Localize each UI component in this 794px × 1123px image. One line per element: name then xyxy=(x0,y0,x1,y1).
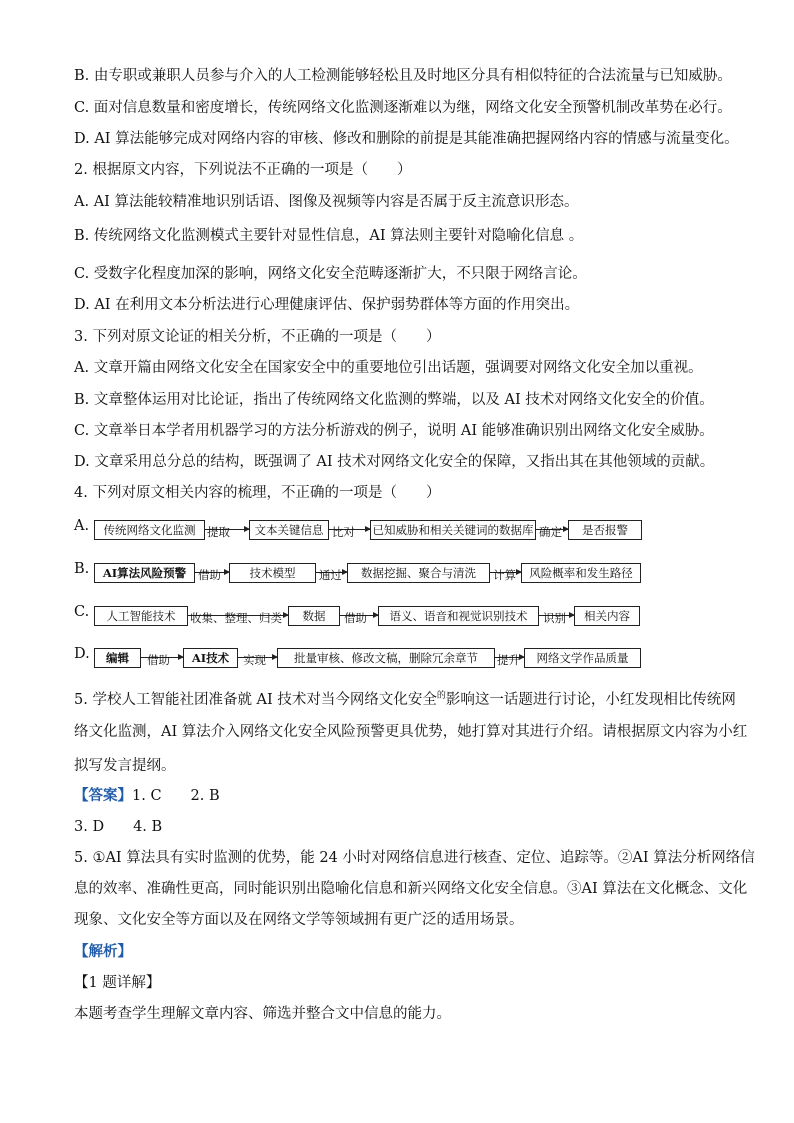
flow-arrow xyxy=(539,611,574,625)
q1-option-c: C. 面对信息数量和密度增长，传统网络文化监测逐渐难以为继，网络文化安全预警机制改革势在必行。 xyxy=(74,100,732,116)
flow-label: D. xyxy=(74,646,90,662)
flow-box: 语义、语音和视觉识别技术 xyxy=(378,606,539,626)
flow-arrow xyxy=(340,611,378,625)
answer-line-1 xyxy=(74,786,220,806)
q3-option-a: A. 文章开篇由网络文化安全在国家安全中的重要地位引出话题，强调要对网络文化安全加以重视。 xyxy=(74,360,703,376)
flow-box: 技术模型 xyxy=(229,563,316,583)
q1-option-d: D. AI 算法能够完成对网络内容的审核、修改和删除的前提是其能准确把握网络内容的情感与流量变化。 xyxy=(74,131,739,147)
answer-5-line-2: 息的效率、准确性更高，同时能识别出隐喻化信息和新兴网络文化安全信息。③AI 算法在文化概念、文化 xyxy=(74,881,748,897)
answer-tag: 【答案】 xyxy=(74,787,132,804)
q2-option-b: B. 传统网络文化监测模式主要针对显性信息，AI 算法则主要针对隐喻化信息 。 xyxy=(74,228,584,244)
flow-arrow-label: 收集、整理、归类 xyxy=(190,611,282,625)
flow-box: 已知威胁和相关关键词的数据库 xyxy=(370,520,536,540)
q4-flow-d xyxy=(74,644,654,672)
flow-arrow xyxy=(536,525,568,539)
flow-box: 文本关键信息 xyxy=(249,520,329,540)
flow-arrow xyxy=(495,653,524,667)
flow-box: 风险概率和发生路径 xyxy=(521,563,641,583)
flow-box: 数据挖掘、聚合与清洗 xyxy=(347,563,490,583)
detail-1-heading: 【1 题详解】 xyxy=(74,975,161,991)
flow-arrow-label: 比对 xyxy=(332,525,355,539)
q5-text: 5. 学校人工智能社团准备就 AI 技术对当今网络文化安全 xyxy=(74,692,437,708)
analysis-tag: 【解析】 xyxy=(74,943,132,960)
q2-stem: 2. 根据原文内容，下列说法不正确的一项是（ ） xyxy=(74,162,412,178)
q4-flow-c xyxy=(74,602,654,630)
q4-flow-b xyxy=(74,559,654,587)
q4-stem: 4. 下列对原文相关内容的梳理，不正确的一项是（ ） xyxy=(74,485,441,501)
flow-arrow xyxy=(188,611,288,625)
flow-arrow xyxy=(205,525,249,539)
flow-label: A. xyxy=(74,518,90,534)
flow-arrow xyxy=(238,653,277,667)
flow-arrow-label: 确定 xyxy=(539,525,562,539)
q5-text: 影响这一话题进行讨论，小红发现相比传统网 xyxy=(445,692,736,708)
flow-arrow-label: 借助 xyxy=(147,653,170,667)
flow-label: B. xyxy=(74,561,90,577)
flow-arrow-label: 识别 xyxy=(543,611,566,625)
q5-line-2: 络文化监测，AI 算法介入网络文化安全风险预警更具优势，她打算对其进行介绍。请根据原文内容为小红 xyxy=(74,724,748,740)
answer-5-line-3: 现象、文化安全等方面以及在网络文学等领域拥有更广泛的适用场景。 xyxy=(74,912,524,928)
q4-flow-a xyxy=(74,516,654,544)
q2-option-d: D. AI 在利用文本分析法进行心理健康评估、保护弱势群体等方面的作用突出。 xyxy=(74,297,580,313)
answer-values: 1. C 2. B xyxy=(132,788,220,804)
q3-option-b: B. 文章整体运用对比论证，指出了传统网络文化监测的弊端，以及 AI 技术对网络文化安全的价值。 xyxy=(74,392,714,408)
flow-box: 传统网络文化监测 xyxy=(94,520,205,540)
analysis-text: 本题考查学生理解文章内容、筛选并整合文中信息的能力。 xyxy=(74,1006,451,1022)
flow-arrow xyxy=(490,568,521,582)
q5-line-1 xyxy=(74,686,736,710)
flow-box: 网络文学作品质量 xyxy=(524,648,641,668)
flow-arrow-label: 通过 xyxy=(319,568,342,582)
q5-superscript: 的 xyxy=(436,691,446,701)
flow-box: 人工智能技术 xyxy=(94,606,188,626)
q3-option-d: D. 文章采用总分总的结构，既强调了 AI 技术对网络文化安全的保障，又指出其在其他领域的贡献。 xyxy=(74,454,715,470)
flow-arrow xyxy=(141,653,183,667)
flow-label: C. xyxy=(74,604,90,620)
flow-arrow xyxy=(329,525,370,539)
flow-arrow-label: 借助 xyxy=(198,568,221,582)
q2-option-a: A. AI 算法能较精准地识别话语、图像及视频等内容是否属于反主流意识形态。 xyxy=(74,194,579,210)
answer-5-line-1: 5. ①AI 算法具有实时监测的优势，能 24 小时对网络信息进行核查、定位、追踪等。②AI 算法分析网络信 xyxy=(74,850,755,866)
q2-option-c: C. 受数字化程度加深的影响，网络文化安全范畴逐渐扩大，不只限于网络言论。 xyxy=(74,266,587,282)
flow-box: AI算法风险预警 xyxy=(94,563,195,583)
q1-option-b: B. 由专职或兼职人员参与介入的人工检测能够轻松且及时地区分具有相似特征的合法流量与已知威胁。 xyxy=(74,68,732,84)
q3-stem: 3. 下列对原文论证的相关分析，不正确的一项是（ ） xyxy=(74,329,441,345)
flow-arrow xyxy=(195,568,229,582)
q5-line-3: 拟写发言提纲。 xyxy=(74,758,176,774)
flow-box: 是否报警 xyxy=(568,520,642,540)
flow-box: 相关内容 xyxy=(574,606,640,626)
flow-box: AI技术 xyxy=(183,648,238,668)
flow-arrow-label: 实现 xyxy=(243,653,266,667)
flow-box: 数据 xyxy=(288,606,340,626)
flow-arrow-label: 提升 xyxy=(497,653,520,667)
flow-box: 批量审核、修改文稿，删除冗余章节 xyxy=(277,648,495,668)
flow-arrow-label: 提取 xyxy=(207,525,230,539)
answer-line-2: 3. D 4. B xyxy=(74,819,163,835)
flow-box: 编辑 xyxy=(94,648,141,668)
flow-arrow-label: 计算 xyxy=(493,568,516,582)
flow-arrow-label: 借助 xyxy=(344,611,367,625)
q3-option-c: C. 文章举日本学者用机器学习的方法分析游戏的例子，说明 AI 能够准确识别出网络文化安全威胁。 xyxy=(74,423,714,439)
flow-arrow xyxy=(316,568,347,582)
